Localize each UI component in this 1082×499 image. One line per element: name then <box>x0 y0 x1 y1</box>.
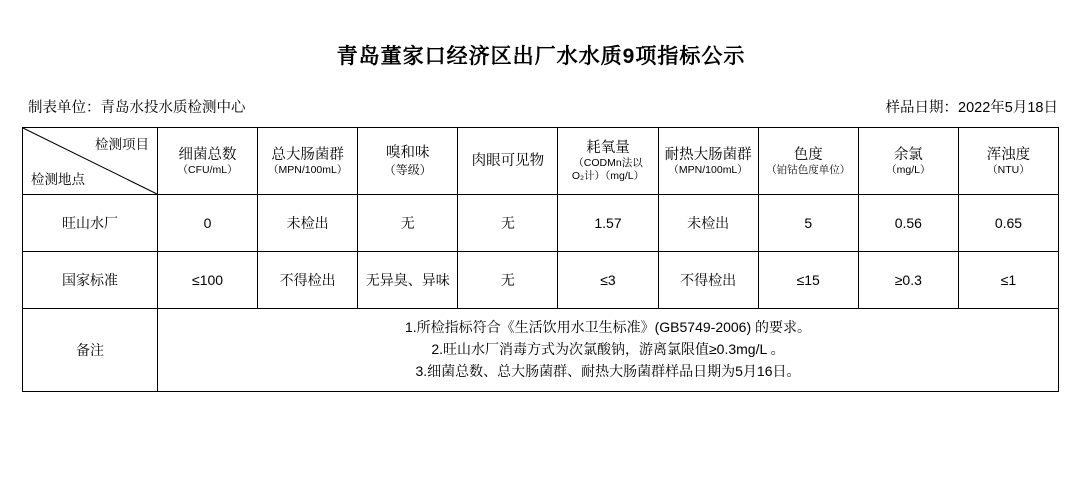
row-label: 国家标准 <box>23 252 158 309</box>
cell-value: 0 <box>158 195 258 252</box>
column-header-total-coliform <box>258 128 358 195</box>
cell-value: 5 <box>758 195 858 252</box>
table-row <box>23 195 1059 252</box>
column-header-bacteria-count <box>158 128 258 195</box>
column-unit: （等级） <box>383 162 432 177</box>
column-unit: （mg/L） <box>886 163 931 176</box>
column-header-turbidity <box>958 128 1058 195</box>
column-unit: （NTU） <box>987 163 1030 176</box>
column-name: 浑浊度 <box>986 146 1031 163</box>
cell-value: 无 <box>358 195 458 252</box>
table-row <box>23 252 1059 309</box>
cell-value: ≤1 <box>958 252 1058 309</box>
note-line: 2.旺山水厂消毒方式为次氯酸钠，游离氯限值≥0.3mg/L 。 <box>431 341 785 358</box>
notes-content <box>158 309 1059 392</box>
column-name: 色度 <box>793 146 823 163</box>
cell-value: ≤3 <box>558 252 658 309</box>
cell-value: 未检出 <box>658 195 758 252</box>
row-label: 旺山水厂 <box>23 195 158 252</box>
column-header-oxygen-consumption <box>558 128 658 195</box>
column-unit: （MPN/100mL） <box>267 163 348 176</box>
column-unit-2: O₂计）（mg/L） <box>571 170 645 183</box>
column-header-odor-taste <box>358 128 458 195</box>
sample-date: 样品日期：2022年5月18日 <box>885 100 1058 116</box>
column-header-chromaticity <box>758 128 858 195</box>
cell-value: 0.56 <box>858 195 958 252</box>
column-name: 嗅和味 <box>386 145 430 162</box>
meta-row <box>28 96 1058 117</box>
table-header-row <box>23 128 1059 195</box>
header-corner-cell <box>23 128 158 195</box>
column-unit: （CODMn法以 <box>573 156 643 169</box>
cell-value: ≤100 <box>158 252 258 309</box>
column-name: 耗氧量 <box>586 139 630 156</box>
cell-value: 不得检出 <box>658 252 758 309</box>
column-unit: （MPN/100mL） <box>668 163 748 176</box>
cell-value: ≤15 <box>758 252 858 309</box>
column-name: 总大肠菌群 <box>271 146 344 163</box>
column-name: 余氯 <box>893 146 923 163</box>
cell-value: 未检出 <box>258 195 358 252</box>
page-title: 青岛董家口经济区出厂水水质9项指标公示 <box>336 45 746 68</box>
column-name: 细菌总数 <box>178 146 237 163</box>
header-corner-bottom-label: 检测地点 <box>31 172 85 187</box>
note-line: 1.所检指标符合《生活饮用水卫生标准》(GB5749-2006) 的要求。 <box>404 319 812 336</box>
notes-label: 备注 <box>23 309 158 392</box>
cell-value: 不得检出 <box>258 252 358 309</box>
cell-value: 无 <box>458 252 558 309</box>
header-corner-top-label: 检测项目 <box>95 137 149 152</box>
column-header-visible-matter <box>458 128 558 195</box>
water-quality-table <box>22 127 1059 392</box>
cell-value: 0.65 <box>958 195 1058 252</box>
column-header-thermotolerant-coliform <box>658 128 758 195</box>
cell-value: ≥0.3 <box>858 252 958 309</box>
notes-row <box>23 309 1059 392</box>
column-name: 耐热大肠菌群 <box>664 146 752 163</box>
column-name: 肉眼可见物 <box>471 152 545 169</box>
preparer-unit: 制表单位：青岛水投水质检测中心 <box>28 100 246 116</box>
cell-value: 无异臭、异味 <box>358 252 458 309</box>
cell-value: 无 <box>458 195 558 252</box>
column-header-residual-chlorine <box>858 128 958 195</box>
note-line: 3.细菌总数、总大肠菌群、耐热大肠菌群样品日期为5月16日。 <box>415 362 801 379</box>
cell-value: 1.57 <box>558 195 658 252</box>
column-unit: （铂钴色度单位） <box>766 163 851 176</box>
column-unit: （CFU/mL） <box>177 163 238 176</box>
